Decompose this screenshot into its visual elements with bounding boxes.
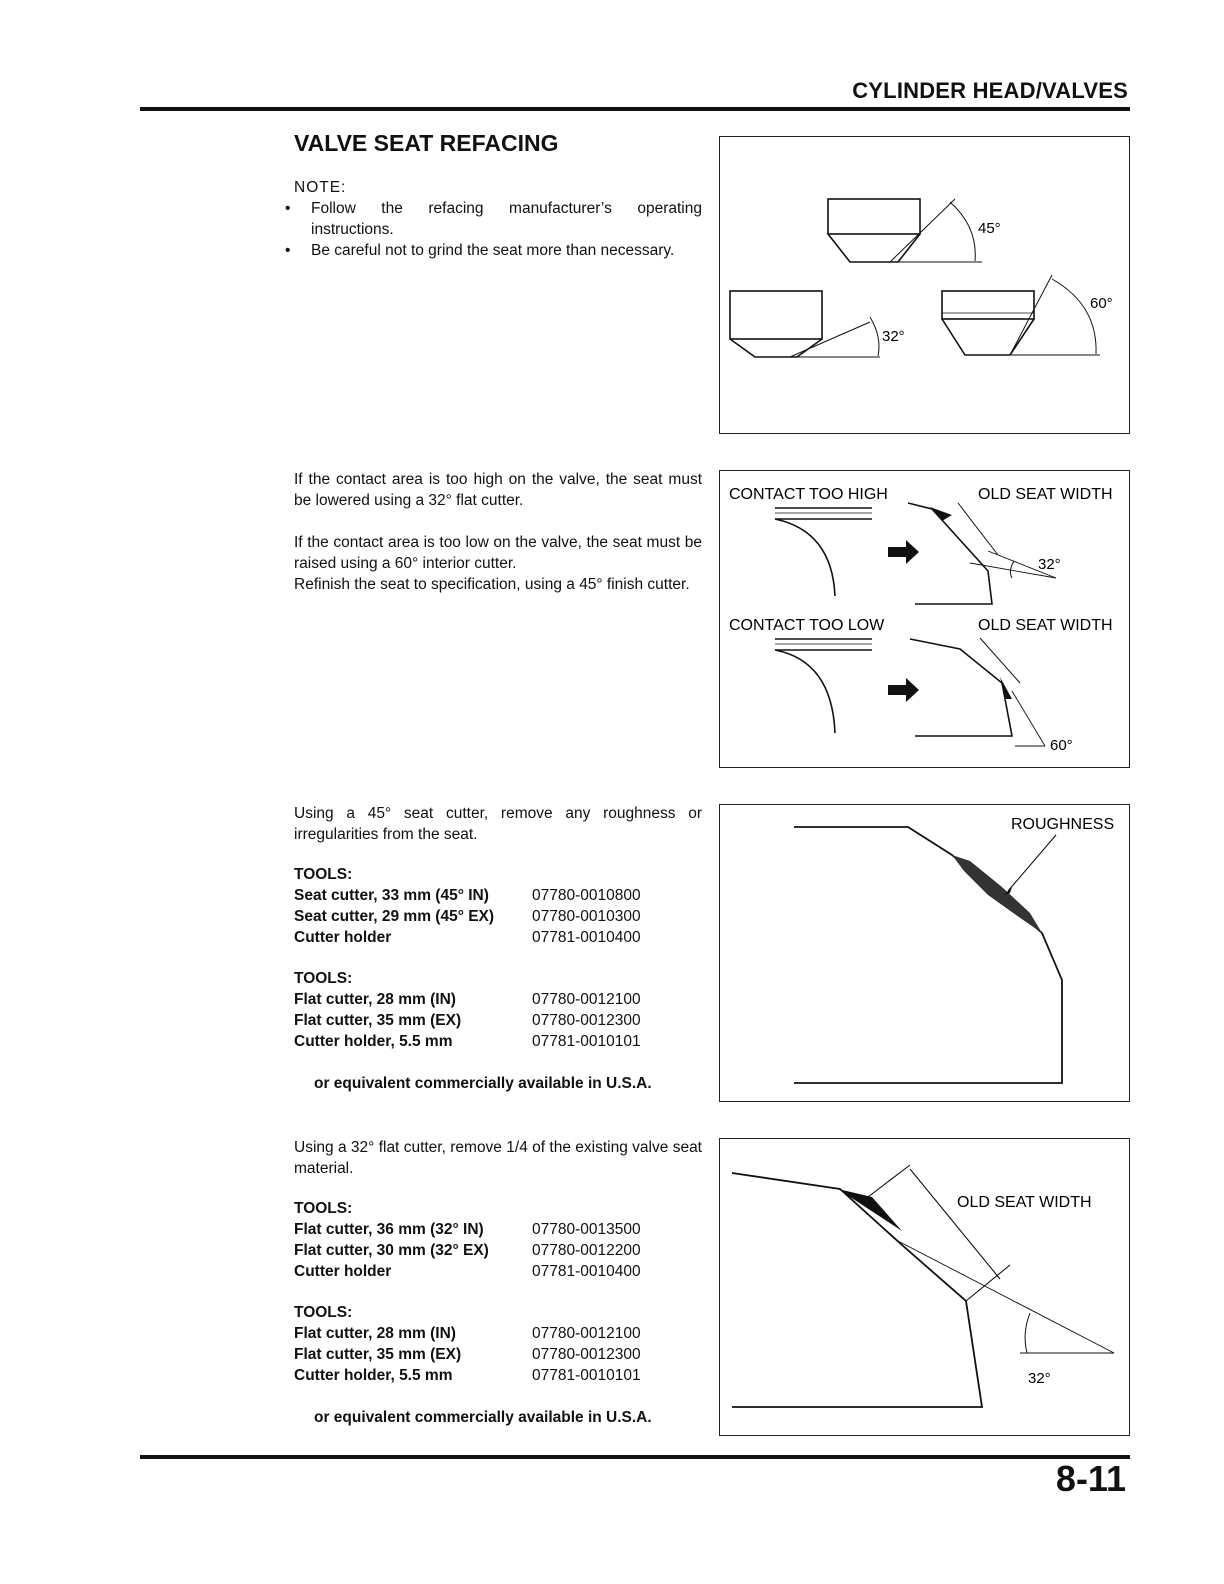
tool-number: 07780-0012100 — [532, 991, 641, 1008]
figure-roughness — [719, 804, 1130, 1102]
figure-flat-cut — [719, 1138, 1130, 1436]
seat-profile-roughness — [794, 827, 1062, 1083]
tool-number: 07780-0012200 — [532, 1242, 641, 1259]
arrow-right-icon — [888, 678, 919, 702]
seat-profile-low — [910, 639, 1012, 736]
tool-row — [294, 1346, 714, 1367]
figure-cutter-angles — [719, 136, 1130, 434]
tool-name: Flat cutter, 28 mm (IN) — [294, 1325, 456, 1342]
tool-name: Cutter holder, 5.5 mm — [294, 1367, 453, 1384]
paragraph-refinish: Refinish the seat to specification, using a 45° finish cutter. — [294, 576, 690, 593]
bullet-icon: • — [285, 200, 291, 217]
note-item — [285, 198, 702, 240]
label-contact-too-low: CONTACT TOO LOW — [729, 617, 885, 634]
tool-row — [294, 1263, 714, 1284]
tool-number: 07781-0010400 — [532, 1263, 641, 1280]
paragraph-contact-low: If the contact area is too low on the valve, the seat must be raised using a 60° interior cutter. — [294, 534, 702, 572]
angle-label-60: 60° — [1050, 737, 1073, 754]
angle-label-32: 32° — [1038, 556, 1061, 573]
tool-name: Cutter holder — [294, 1263, 392, 1280]
tool-number: 07780-0012300 — [532, 1012, 641, 1029]
label-old-seat-width: OLD SEAT WIDTH — [957, 1194, 1092, 1211]
tool-number: 07780-0010300 — [532, 908, 641, 925]
tool-row — [294, 1325, 714, 1346]
header-rule — [140, 107, 1130, 111]
tool-row — [294, 1033, 714, 1054]
page-header-title: CYLINDER HEAD/VALVES — [852, 78, 1128, 103]
valve-stem-high — [775, 519, 835, 596]
equivalent-note: or equivalent commercially available in U.S.A. — [314, 1075, 652, 1092]
cutter-60-chamfer — [942, 319, 1034, 355]
footer-rule — [140, 1455, 1130, 1459]
tool-name: Seat cutter, 33 mm (45° IN) — [294, 887, 489, 904]
angle-label-60: 60° — [1090, 295, 1113, 312]
angle-label-45: 45° — [978, 220, 1001, 237]
arrow-right-icon — [888, 540, 919, 564]
tool-name: Cutter holder — [294, 929, 392, 946]
tool-row — [294, 1242, 714, 1263]
tool-number: 07781-0010101 — [532, 1033, 641, 1050]
contact-mark-high — [930, 507, 952, 521]
tool-number: 07780-0012300 — [532, 1346, 641, 1363]
label-roughness: ROUGHNESS — [1011, 816, 1115, 833]
tool-row — [294, 887, 714, 908]
label-old-seat-width-1: OLD SEAT WIDTH — [978, 486, 1113, 503]
note-item-text: Be careful not to grind the seat more than necessary. — [311, 242, 675, 259]
cutter-45-chamfer — [828, 234, 920, 262]
tool-name: Flat cutter, 36 mm (32° IN) — [294, 1221, 484, 1238]
tool-row — [294, 929, 714, 950]
seat-profile-flat-cut — [732, 1173, 982, 1407]
label-contact-too-high: CONTACT TOO HIGH — [729, 486, 888, 503]
page-number: 8-11 — [1055, 1458, 1126, 1499]
tool-name: Cutter holder, 5.5 mm — [294, 1033, 453, 1050]
contact-mark-low — [1000, 677, 1012, 699]
valve-stem-low — [775, 650, 835, 733]
tool-number: 07780-0013500 — [532, 1221, 641, 1238]
tool-row — [294, 1367, 714, 1388]
paragraph-remove: Using a 32° flat cutter, remove 1/4 of the existing valve seat material. — [294, 1139, 702, 1177]
tool-name: Flat cutter, 35 mm (EX) — [294, 1346, 462, 1363]
angle-label-32: 32° — [1028, 1370, 1051, 1387]
note-label: NOTE: — [294, 179, 347, 196]
cutter-32-body — [730, 291, 822, 339]
angle-label-32: 32° — [882, 328, 905, 345]
bullet-icon: • — [285, 242, 291, 259]
tools-label: TOOLS: — [294, 970, 353, 987]
tools-label: TOOLS: — [294, 1304, 353, 1321]
section-title: VALVE SEAT REFACING — [294, 130, 559, 156]
tools-label: TOOLS: — [294, 1200, 353, 1217]
tool-name: Flat cutter, 30 mm (32° EX) — [294, 1242, 489, 1259]
paragraph-contact-high: If the contact area is too high on the valve, the seat must be lowered using a 32° flat cutter. — [294, 471, 702, 509]
paragraph-roughness: Using a 45° seat cutter, remove any roughness or irregularities from the seat. — [294, 805, 702, 843]
tool-number: 07780-0012100 — [532, 1325, 641, 1342]
seat-profile-high — [908, 503, 992, 604]
tool-number: 07781-0010400 — [532, 929, 641, 946]
tool-name: Seat cutter, 29 mm (45° EX) — [294, 908, 495, 925]
label-old-seat-width-2: OLD SEAT WIDTH — [978, 617, 1113, 634]
tool-row — [294, 991, 714, 1012]
tools-label: TOOLS: — [294, 866, 353, 883]
equivalent-note: or equivalent commercially available in U.S.A. — [314, 1409, 652, 1426]
tool-number: 07781-0010101 — [532, 1367, 641, 1384]
tool-name: Flat cutter, 35 mm (EX) — [294, 1012, 462, 1029]
tool-row — [294, 908, 714, 929]
cutter-60-body — [942, 291, 1034, 319]
cutter-45-body — [828, 199, 920, 234]
tool-number: 07780-0010800 — [532, 887, 641, 904]
tool-name: Flat cutter, 28 mm (IN) — [294, 991, 456, 1008]
note-item — [285, 240, 702, 261]
figure-contact-area — [719, 470, 1130, 768]
tool-row — [294, 1221, 714, 1242]
cutter-32-chamfer — [730, 339, 822, 357]
note-item-text: Follow the refacing manufacturer’s operating instructions. — [311, 200, 702, 238]
tool-row — [294, 1012, 714, 1033]
